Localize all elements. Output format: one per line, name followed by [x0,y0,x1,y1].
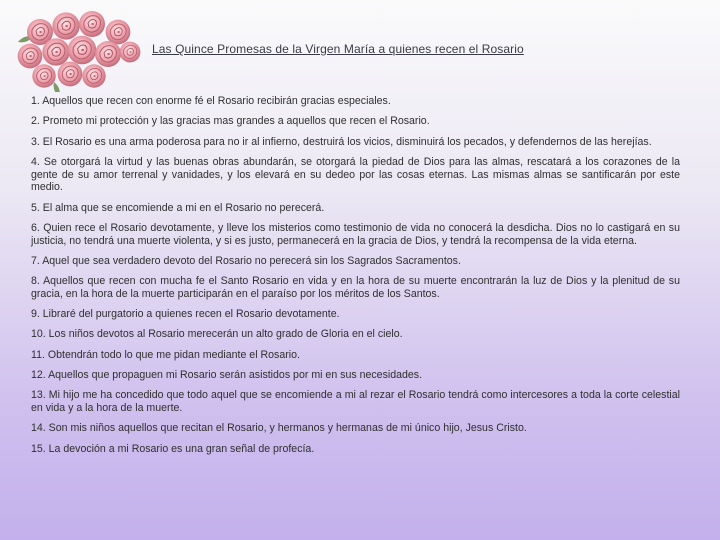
promise-item: 11. Obtendrán todo lo que me pidan mediante el Rosario. [31,348,300,361]
promise-item: 12. Aquellos que propaguen mi Rosario serán asistidos por mi en sus necesidades. [31,369,423,382]
promise-item: 5. El alma que se encomiende a mi en el Rosario no perecerá. [31,201,325,214]
promise-item: 13. Mi hijo me ha concedido que todo aquel que se encomiende a mi al rezar el Rosario tendrá como intercesores a toda la corte celestial en vida y a la hora de la muerte. [31,389,680,415]
promise-item: 7. Aquel que sea verdadero devoto del Rosario no perecerá sin los Sagrados Sacramentos. [31,254,461,267]
promise-item: 4. Se otorgará la virtud y las buenas obras abundarán, se otorgará la piedad de Dios para las almas, rescatará a los corazones de la gente de su amor terrenal y vanidades, y los elevará en su dedeo por las cosas eternas. Las mismas almas se santificarán por este medio. [31,155,680,194]
promise-item: 9. Libraré del purgatorio a quienes recen el Rosario devotamente. [31,308,340,321]
promise-item: 1. Aquellos que recen con enorme fé el Rosario recibirán gracias especiales. [31,95,391,107]
roses-bouquet-icon [14,8,144,92]
promises-list [31,95,680,463]
promise-item: 2. Prometo mi protección y las gracias mas grandes a aquellos que recen el Rosario. [31,115,430,128]
promise-item: 10. Los niños devotos al Rosario merecerán un alto grado de Gloria en el cielo. [31,328,403,341]
promise-item: 6. Quien rece el Rosario devotamente, y lleve los misterios como testimonio de vida no conocerá la desdicha. Dios no lo castigará en su justicia, no tendrá una muerte violenta, y si es justo, permanecerá en la gracia de Dios, y tendrá la recompensa de la vida eterna. [31,221,680,247]
promise-item: 8. Aquellos que recen con mucha fe el Santo Rosario en vida y en la hora de su muerte encontrarán la luz de Dios y la plenitud de su gracia, en la hora de la muerte participarán en el paraíso por los méritos de los Santos. [31,275,680,300]
promise-item: 14. Son mis niños aquellos que recitan el Rosario, y hermanos y hermanas de mi único hijo, Jesus Cristo. [31,422,527,435]
promise-item: 3. El Rosario es una arma poderosa para no ir al infierno, destruirá los vicios, disminuirá los pecados, y defendernos de las herejías. [31,135,652,148]
page-title: Las Quince Promesas de la Virgen María a quienes recen el Rosario [152,42,524,56]
promise-item: 15. La devoción a mi Rosario es una gran señal de profecía. [31,442,315,455]
